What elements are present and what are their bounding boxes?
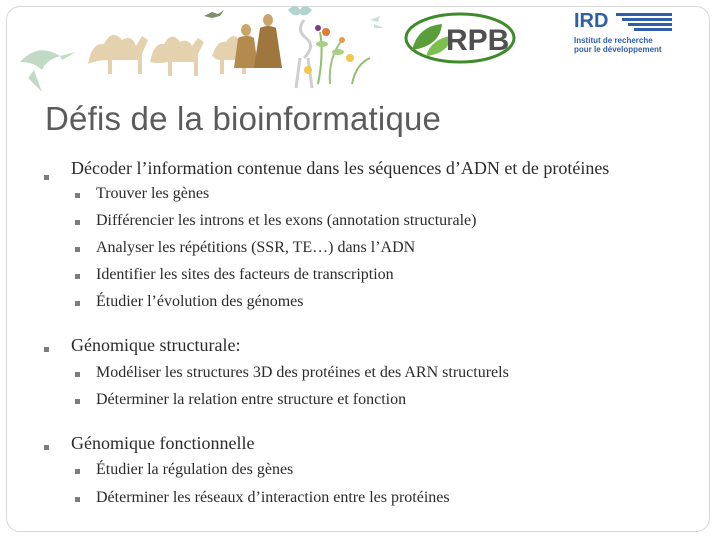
list-item: Déterminer la relation entre structure et fonction	[96, 391, 407, 408]
bullet-marker	[75, 372, 80, 377]
ird-tagline-2: pour le développement	[574, 45, 662, 54]
slide-title: Défis de la bioinformatique	[45, 100, 442, 137]
ird-tagline-1: Institut de recherche	[574, 36, 653, 45]
section-heading: Décoder l’information contenue dans les séquences d’ADN et de protéines	[71, 158, 610, 178]
bullet-marker	[75, 247, 80, 252]
list-item: Identifier les sites des facteurs de transcription	[96, 266, 394, 283]
bullet-marker	[75, 469, 80, 474]
section-heading: Génomique fonctionnelle	[71, 433, 255, 453]
bullet-marker	[44, 445, 49, 450]
bullet-marker	[75, 220, 80, 225]
section-heading: Génomique structurale:	[71, 335, 241, 355]
list-item: Étudier la régulation des gènes	[96, 461, 294, 478]
list-item: Trouver les gènes	[96, 185, 210, 202]
list-item: Déterminer les réseaux d’interaction entre les protéines	[96, 489, 450, 506]
bullet-marker	[75, 193, 80, 198]
list-item: Modéliser les structures 3D des protéines et des ARN structurels	[96, 364, 509, 381]
bullet-marker	[75, 399, 80, 404]
bullet-marker	[75, 274, 80, 279]
bullet-marker	[75, 497, 80, 502]
list-item: Analyser les répétitions (SSR, TE…) dans l’ADN	[96, 239, 416, 256]
bullet-marker	[44, 347, 49, 352]
ird-name: IRD	[574, 10, 609, 32]
bullet-marker	[75, 301, 80, 306]
list-item: Étudier l’évolution des génomes	[96, 293, 304, 310]
rpb-text: RPB	[446, 24, 510, 57]
bullet-marker	[44, 175, 49, 180]
list-item: Différencier les introns et les exons (annotation structurale)	[96, 212, 477, 229]
